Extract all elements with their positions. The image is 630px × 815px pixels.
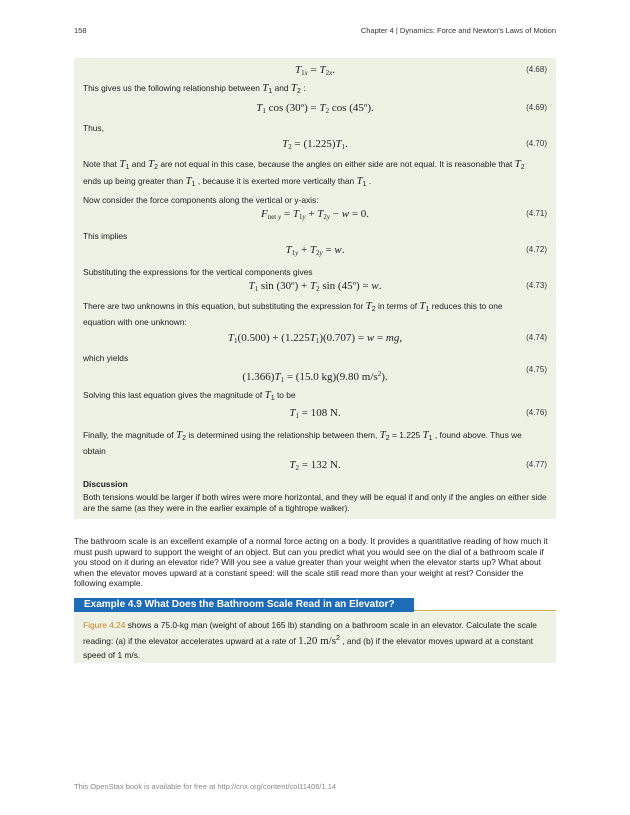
text-substituting: Substituting the expressions for the vertical components gives xyxy=(83,267,313,277)
equation-number: (4.70) xyxy=(526,139,547,148)
example-title-rule xyxy=(414,610,556,611)
text-now-consider: Now consider the force components along the vertical or y-axis: xyxy=(83,195,319,205)
text-finally: Finally, the magnitude of $T_2$ is determined using the relationship between them, $T_2 = 1.225$ $T_1$ , found above. Thus we xyxy=(83,429,522,442)
text-relationship: This gives us the following relationship between $T_1$ and $T_2$ : xyxy=(83,82,306,95)
figure-link[interactable]: Figure 4.24 xyxy=(83,620,126,630)
example-box xyxy=(74,612,556,663)
body-paragraph: The bathroom scale is an excellent example of a normal force acting on a body. It provides a quantitative reading of how much it must push upward to support the weight of an object. But can you predict what you would see on the dial of a bathroom scale if you stood on it during an elevator ride? Will you see a value greater than your weight when the elevator starts up? What about when the elevator moves upward at a constant speed: will the scale still read more than your weight at rest? Consider the following example. xyxy=(74,536,548,589)
discussion-text: Both tensions would be larger if both wires were more horizontal, and they will be equal if and only if the angles on either side are the same (as they were in the earlier example of a tightrope walker). xyxy=(83,492,547,513)
text-which-yields: which yields xyxy=(83,353,129,363)
example-title: Example 4.9 What Does the Bathroom Scale Read in an Elevator? xyxy=(74,598,414,612)
page-number: 158 xyxy=(74,26,87,35)
example-statement: Figure 4.24 shows a 75.0-kg man (weight of about 165 lb) standing on a bathroom scale in an elevator. Calculate the scale reading: (a) if the elevator accelerates upward at a rate of 1.20 $m/s^2$ , and (b) if the elevator moves upward at a constant speed of 1 m/s. xyxy=(83,620,537,660)
text-two-unknowns-cont: equation with one unknown: xyxy=(83,317,187,327)
text-solving: Solving this last equation gives the magnitude of $T_1$ to be xyxy=(83,389,296,402)
equation-number: (4.72) xyxy=(526,245,547,254)
text-two-unknowns: There are two unknowns in this equation, but substituting the expression for $T_2$ in terms of $T_1$ reduces this to one xyxy=(83,300,503,313)
equation-number: (4.73) xyxy=(526,281,547,290)
equation-number: (4.74) xyxy=(526,333,547,342)
equation-number: (4.69) xyxy=(526,103,547,112)
text-obtain: obtain xyxy=(83,446,106,456)
text-note-cont: ends up being greater than $T_1$ , because it is exerted more vertically than $T_1$ . xyxy=(83,175,372,188)
worked-solution-box: $T_{1x} = T_{2x}$. (4.68) This gives us the following relationship between $T_1$ and $T_2$ : $T_1$ cos (30º) = $T_2$ cos (45º). (4.69) Thus, $T_2 = (1.225)T_1$. (4.70) Note that $T_1$ and $T_2$ are not equal in this case, because the angles on either side are not equal. It is reasonable that $T_2$ ends up being greater than $T_1$ , because it is exerted more vertically than $T_1$ . Now consider the force components along the vertical or y-axis: $F_{net y} = T_{1y} + T_{2y} - w = 0$. (4.71) This implies $T_{1y} + T_{2y} = w$. (4.72) Substituting the expressions for the vertical components gives $T_1$ sin (30º) + $T_2$ sin (45º) = w. (4.73) There are two unknowns in this equation, but substituting the expression for $T_2$ in terms of $T_1$ reduces this to one equation with one unknown: $T_1(0.500) + (1.225T_1)(0.707) = w$ = mg, (4.74) which yields $(1.366)T_1 = (15.0$ kg)(9.80 $m/s^2$). (4.75) Solving this last equation gives the magnitude of $T_1$ to be $T_1 = 108$ N. (4.76) Finally, the magnitude of $T_2$ is determined using the relationship between them, $T_2 = 1.225$ $T_1$ , found above. Thus we obtain $T_2 = 132$ N. (4.77) Discussion Both tensions would be larger if both wires were more horizontal, and they will be equal if and only if the angles on either side are the same (as they were in the earlier example of a tightrope walker). xyxy=(74,58,556,519)
equation-number: (4.77) xyxy=(526,460,547,469)
equation-number: (4.71) xyxy=(526,209,547,218)
text-note: Note that $T_1$ and $T_2$ are not equal in this case, because the angles on either side are not equal. It is reasonable that $T_2$ xyxy=(83,158,525,171)
discussion-title: Discussion xyxy=(83,479,128,489)
chapter-title: Chapter 4 | Dynamics: Force and Newton's Laws of Motion xyxy=(360,26,556,35)
equation-number: (4.75) xyxy=(526,365,547,374)
equation-number: (4.76) xyxy=(526,408,547,417)
footer: This OpenStax book is available for free at http://cnx.org/content/col11406/1.14 xyxy=(74,782,337,791)
text-thus: Thus, xyxy=(83,123,104,133)
text-implies: This implies xyxy=(83,231,128,241)
equation-number: (4.68) xyxy=(526,65,547,74)
